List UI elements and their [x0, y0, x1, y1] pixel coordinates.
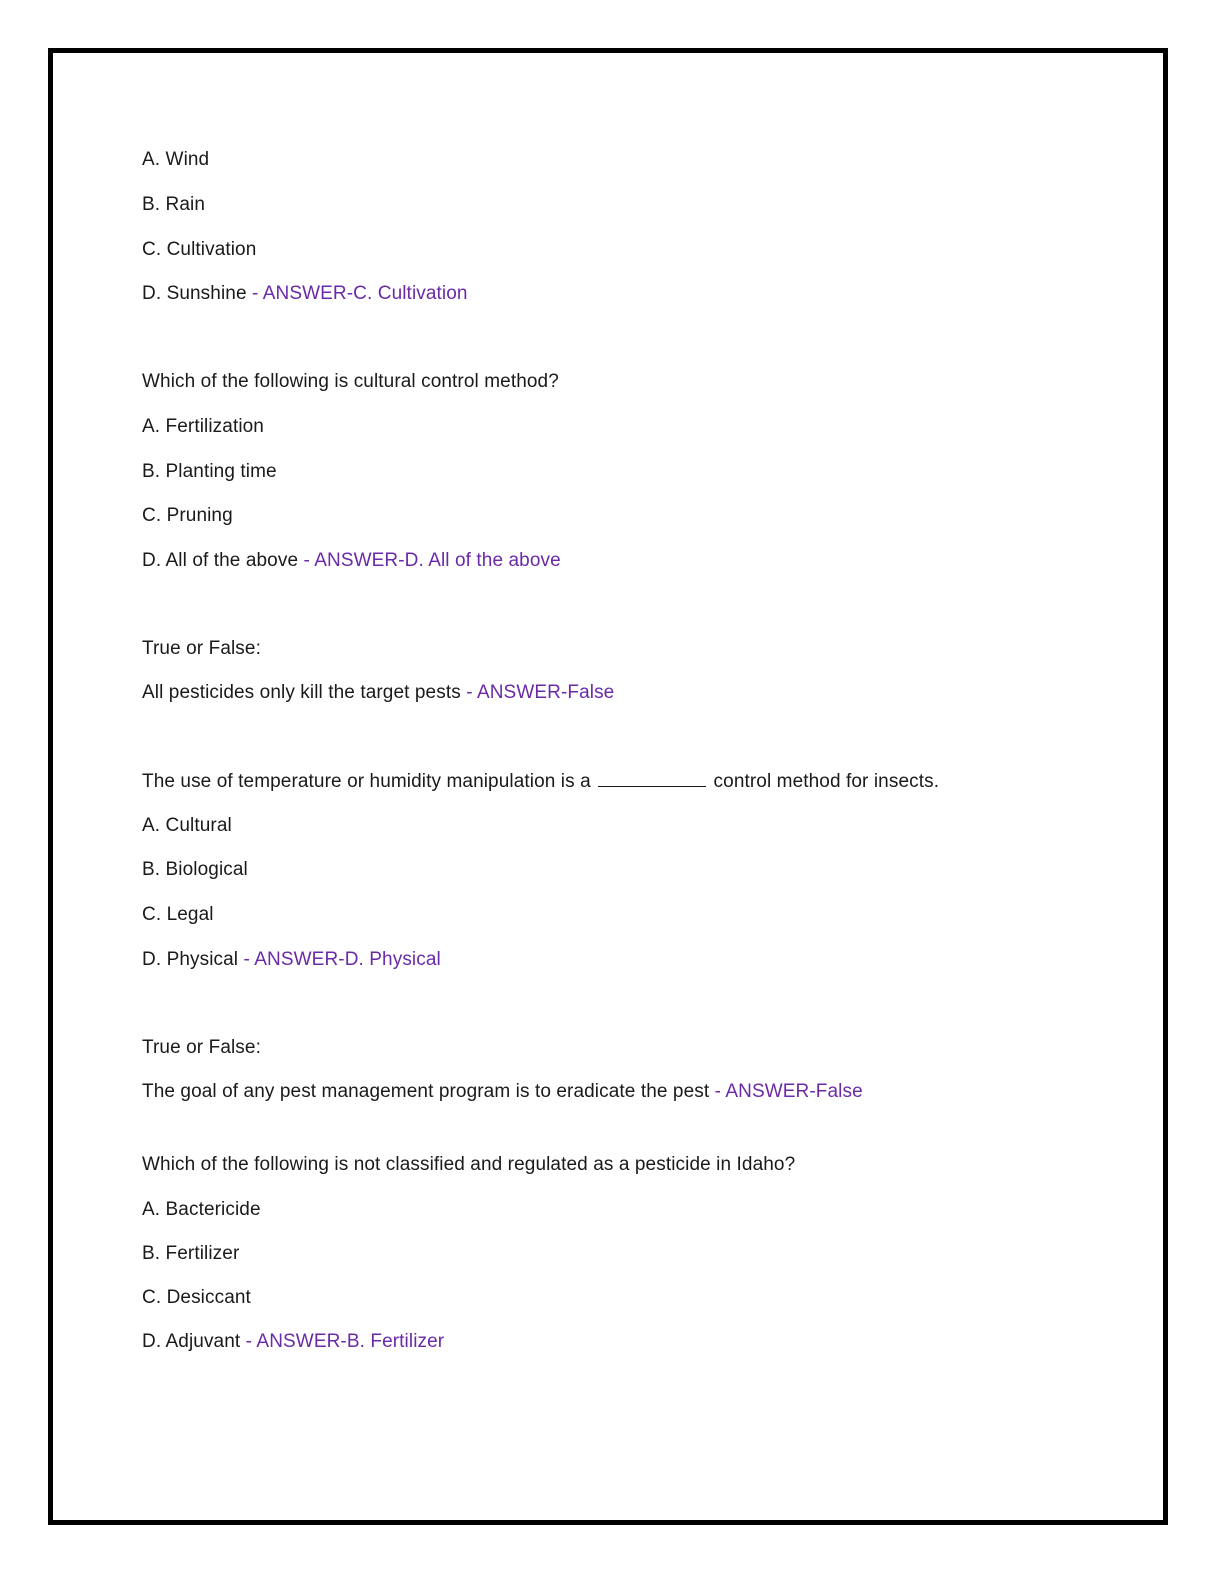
q6-option-d-text: D. Adjuvant — [142, 1331, 241, 1352]
q5-answer: ANSWER-False — [725, 1081, 863, 1102]
q6-option-a: A. Bactericide — [142, 1199, 261, 1220]
q4-question — [142, 769, 939, 794]
q2-question: Which of the following is cultural control method? — [142, 371, 559, 392]
q2-option-d — [142, 549, 561, 573]
q4-option-d — [142, 948, 441, 972]
q4-answer-separator: - — [238, 949, 255, 970]
q4-option-a: A. Cultural — [142, 815, 232, 836]
q3-answer: ANSWER-False — [476, 682, 615, 703]
q4-question-part1: The use of temperature or humidity manipulation is a — [142, 771, 591, 792]
q2-option-d-text: D. All of the above — [142, 550, 299, 571]
q3-statement — [142, 681, 614, 705]
q6-question: Which of the following is not classified and regulated as a pesticide in Idaho? — [142, 1154, 796, 1175]
q1-option-c: C. Cultivation — [142, 239, 257, 260]
q5-prompt: True or False: — [142, 1037, 261, 1058]
q2-answer-separator: - — [298, 550, 315, 571]
fill-in-blank — [598, 769, 706, 787]
q4-option-b: B. Biological — [142, 859, 248, 880]
q6-answer-separator: - — [240, 1331, 257, 1352]
q2-option-a: A. Fertilization — [142, 416, 264, 437]
q4-option-d-text: D. Physical — [142, 949, 239, 970]
q1-answer: ANSWER-C. Cultivation — [262, 283, 468, 304]
q3-prompt: True or False: — [142, 638, 261, 659]
q1-option-d-text: D. Sunshine — [142, 283, 247, 304]
q2-option-b: B. Planting time — [142, 461, 277, 482]
q6-option-d — [142, 1330, 444, 1354]
q5-answer-separator: - — [709, 1081, 726, 1102]
q1-option-d — [142, 282, 468, 306]
q6-option-b: B. Fertilizer — [142, 1243, 240, 1264]
q6-option-c: C. Desiccant — [142, 1287, 251, 1308]
q2-option-c: C. Pruning — [142, 505, 233, 526]
q4-question-part2: control method for insects. — [713, 771, 940, 792]
q4-option-c: C. Legal — [142, 904, 214, 925]
q1-answer-separator: - — [246, 283, 263, 304]
q3-statement-text: All pesticides only kill the target pests — [142, 682, 461, 703]
q6-answer: ANSWER-B. Fertilizer — [256, 1331, 445, 1352]
q1-option-b: B. Rain — [142, 194, 206, 215]
q3-answer-separator: - — [460, 682, 477, 703]
q1-option-a: A. Wind — [142, 149, 210, 170]
q4-answer: ANSWER-D. Physical — [254, 949, 441, 970]
q5-statement — [142, 1080, 863, 1104]
q5-statement-text: The goal of any pest management program is to eradicate the pest — [142, 1081, 710, 1102]
q2-answer: ANSWER-D. All of the above — [314, 550, 561, 571]
